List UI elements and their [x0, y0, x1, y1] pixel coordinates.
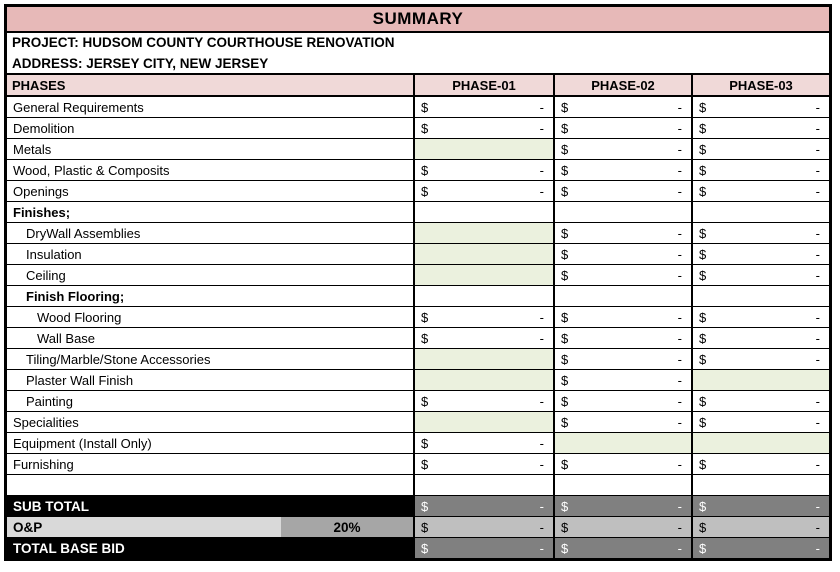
- phase-2-amount-cell[interactable]: [553, 244, 691, 264]
- currency-symbol: $: [561, 225, 569, 241]
- amount-value: -: [539, 456, 544, 472]
- currency-symbol: $: [421, 393, 429, 409]
- currency-symbol: $: [421, 330, 429, 346]
- phase-3-amount-cell[interactable]: [691, 244, 829, 264]
- amount-value: -: [677, 183, 682, 199]
- amount-value: -: [815, 183, 820, 199]
- currency-symbol: $: [561, 183, 569, 199]
- row-label-cell[interactable]: Finishes;: [13, 204, 71, 220]
- row-label-cell[interactable]: Ceiling: [26, 267, 66, 283]
- amount-value: -: [815, 246, 820, 262]
- amount-value: -: [677, 372, 682, 388]
- amount-value: -: [539, 498, 544, 514]
- amount-value: -: [815, 309, 820, 325]
- phase-1-amount-cell[interactable]: [413, 286, 553, 306]
- currency-symbol: $: [561, 162, 569, 178]
- currency-symbol: $: [699, 141, 707, 157]
- amount-value: -: [677, 351, 682, 367]
- phase-2-amount-cell[interactable]: [553, 433, 691, 453]
- amount-value: -: [677, 414, 682, 430]
- amount-value: -: [539, 120, 544, 136]
- phase-3-amount-cell[interactable]: [691, 223, 829, 243]
- table-row: [7, 118, 829, 139]
- phase-2-amount-cell[interactable]: [553, 286, 691, 306]
- phase-3-amount-cell[interactable]: [691, 475, 829, 495]
- currency-symbol: $: [421, 309, 429, 325]
- row-label-cell[interactable]: [7, 475, 413, 495]
- table-row: [7, 223, 829, 244]
- currency-symbol: $: [561, 414, 569, 430]
- row-label-cell[interactable]: Insulation: [26, 246, 82, 262]
- table-row: [7, 286, 829, 307]
- amount-value: -: [539, 330, 544, 346]
- phase-1-amount-cell[interactable]: [413, 496, 553, 516]
- phase-1-amount-cell[interactable]: [413, 538, 553, 558]
- currency-symbol: $: [699, 309, 707, 325]
- currency-symbol: $: [561, 246, 569, 262]
- amount-value: -: [815, 330, 820, 346]
- table-row: [7, 370, 829, 391]
- table-row: [7, 328, 829, 349]
- currency-symbol: $: [421, 99, 429, 115]
- phase-3-amount-cell[interactable]: [691, 433, 829, 453]
- phase-1-amount-cell[interactable]: [413, 370, 553, 390]
- total-base-bid-row: [7, 538, 829, 558]
- phase-1-amount-cell[interactable]: [413, 307, 553, 327]
- amount-value: -: [677, 225, 682, 241]
- phase-3-amount-cell[interactable]: [691, 328, 829, 348]
- amount-value: -: [815, 99, 820, 115]
- amount-value: -: [815, 456, 820, 472]
- phases-column-header[interactable]: PHASES: [12, 77, 66, 93]
- currency-symbol: $: [561, 498, 569, 514]
- amount-value: -: [539, 393, 544, 409]
- phase-3-amount-cell[interactable]: [691, 265, 829, 285]
- phase-1-amount-cell[interactable]: [413, 97, 553, 117]
- currency-symbol: $: [561, 120, 569, 136]
- currency-symbol: $: [699, 162, 707, 178]
- table-row: [7, 475, 829, 496]
- phase-2-amount-cell[interactable]: [553, 517, 691, 537]
- phase-1-amount-cell[interactable]: [413, 433, 553, 453]
- phase-1-amount-cell[interactable]: [413, 139, 553, 159]
- phase-2-amount-cell[interactable]: [553, 370, 691, 390]
- table-row: [7, 265, 829, 286]
- amount-value: -: [539, 309, 544, 325]
- phase-2-amount-cell[interactable]: [553, 412, 691, 432]
- currency-symbol: $: [699, 267, 707, 283]
- op-label: O&P: [7, 517, 281, 537]
- row-label-cell[interactable]: DryWall Assemblies: [26, 225, 141, 241]
- phase-3-amount-cell[interactable]: [691, 118, 829, 138]
- row-label-cell[interactable]: Openings: [13, 183, 69, 199]
- summary-sheet: [4, 4, 832, 561]
- row-label-cell[interactable]: Equipment (Install Only): [13, 435, 152, 451]
- phase-1-amount-cell[interactable]: [413, 160, 553, 180]
- currency-symbol: $: [561, 141, 569, 157]
- op-row: [7, 517, 829, 538]
- row-label-cell[interactable]: Demolition: [13, 120, 75, 136]
- currency-symbol: $: [561, 519, 569, 535]
- amount-value: -: [539, 183, 544, 199]
- row-label-cell[interactable]: Metals: [13, 141, 52, 157]
- row-label-cell[interactable]: Wood Flooring: [37, 309, 122, 325]
- phase-2-amount-cell[interactable]: [553, 349, 691, 369]
- phase-1-amount-cell[interactable]: [413, 223, 553, 243]
- phase-3-amount-cell[interactable]: [691, 370, 829, 390]
- phase-3-amount-cell[interactable]: [691, 97, 829, 117]
- phase-2-amount-cell[interactable]: [553, 496, 691, 516]
- project-info-block: [7, 33, 829, 75]
- amount-value: -: [815, 351, 820, 367]
- amount-value: -: [677, 246, 682, 262]
- currency-symbol: $: [421, 519, 429, 535]
- amount-value: -: [677, 267, 682, 283]
- phase-2-amount-cell[interactable]: [553, 118, 691, 138]
- currency-symbol: $: [699, 99, 707, 115]
- currency-symbol: $: [699, 183, 707, 199]
- amount-value: -: [539, 435, 544, 451]
- amount-value: -: [677, 162, 682, 178]
- table-row: [7, 433, 829, 454]
- subtotal-label: SUB TOTAL: [7, 496, 413, 516]
- total-base-bid-label: TOTAL BASE BID: [7, 538, 413, 558]
- phase-3-amount-cell[interactable]: [691, 202, 829, 222]
- sheet-title: SUMMARY: [7, 7, 829, 33]
- currency-symbol: $: [561, 330, 569, 346]
- phase-3-amount-cell[interactable]: [691, 286, 829, 306]
- currency-symbol: $: [699, 498, 707, 514]
- amount-value: -: [815, 225, 820, 241]
- amount-value: -: [815, 141, 820, 157]
- phase-2-amount-cell[interactable]: [553, 391, 691, 411]
- table-body: [7, 97, 829, 496]
- phase-2-amount-cell[interactable]: [553, 223, 691, 243]
- amount-value: -: [677, 540, 682, 556]
- phase-1-amount-cell[interactable]: [413, 412, 553, 432]
- phase-3-amount-cell[interactable]: [691, 412, 829, 432]
- phase-2-amount-cell[interactable]: [553, 307, 691, 327]
- phase-2-amount-cell[interactable]: [553, 538, 691, 558]
- currency-symbol: $: [421, 120, 429, 136]
- phase-2-amount-cell[interactable]: [553, 160, 691, 180]
- currency-symbol: $: [699, 246, 707, 262]
- amount-value: -: [539, 162, 544, 178]
- phase-3-amount-cell[interactable]: [691, 517, 829, 537]
- row-label-cell[interactable]: Painting: [26, 393, 73, 409]
- row-label-cell[interactable]: Wood, Plastic & Composits: [13, 162, 170, 178]
- amount-value: -: [815, 519, 820, 535]
- phase-1-amount-cell[interactable]: [413, 391, 553, 411]
- phase-2-amount-cell[interactable]: [553, 181, 691, 201]
- currency-symbol: $: [699, 414, 707, 430]
- phase-1-amount-cell[interactable]: [413, 244, 553, 264]
- subtotal-row: [7, 496, 829, 517]
- phase-3-amount-cell[interactable]: [691, 454, 829, 474]
- phase-3-amount-cell[interactable]: [691, 538, 829, 558]
- currency-symbol: $: [561, 99, 569, 115]
- phase-03-column-header[interactable]: PHASE-03: [691, 75, 829, 95]
- currency-symbol: $: [699, 351, 707, 367]
- table-row: [7, 97, 829, 118]
- row-label-cell[interactable]: Wall Base: [37, 330, 96, 346]
- phase-3-amount-cell[interactable]: [691, 391, 829, 411]
- amount-value: -: [677, 456, 682, 472]
- table-row: [7, 412, 829, 433]
- row-label-cell[interactable]: Plaster Wall Finish: [26, 372, 134, 388]
- phase-2-amount-cell[interactable]: [553, 454, 691, 474]
- address-line: ADDRESS: JERSEY CITY, NEW JERSEY: [12, 56, 269, 71]
- phase-2-amount-cell[interactable]: [553, 328, 691, 348]
- table-row: [7, 139, 829, 160]
- phase-1-amount-cell[interactable]: [413, 517, 553, 537]
- amount-value: -: [815, 498, 820, 514]
- amount-value: -: [539, 519, 544, 535]
- amount-value: -: [539, 540, 544, 556]
- currency-symbol: $: [421, 435, 429, 451]
- phase-1-amount-cell[interactable]: [413, 328, 553, 348]
- table-row: [7, 244, 829, 265]
- amount-value: -: [815, 393, 820, 409]
- table-row: [7, 307, 829, 328]
- phase-3-amount-cell[interactable]: [691, 181, 829, 201]
- phase-1-amount-cell[interactable]: [413, 265, 553, 285]
- table-row: [7, 181, 829, 202]
- currency-symbol: $: [421, 456, 429, 472]
- amount-value: -: [677, 99, 682, 115]
- currency-symbol: $: [561, 393, 569, 409]
- amount-value: -: [677, 519, 682, 535]
- phase-1-amount-cell[interactable]: [413, 349, 553, 369]
- amount-value: -: [677, 141, 682, 157]
- amount-value: -: [677, 330, 682, 346]
- currency-symbol: $: [699, 225, 707, 241]
- phase-1-amount-cell[interactable]: [413, 202, 553, 222]
- phase-3-amount-cell[interactable]: [691, 139, 829, 159]
- currency-symbol: $: [699, 456, 707, 472]
- row-label-cell[interactable]: General Requirements: [13, 99, 144, 115]
- phase-1-amount-cell[interactable]: [413, 118, 553, 138]
- currency-symbol: $: [699, 393, 707, 409]
- project-line: PROJECT: HUDSOM COUNTY COURTHOUSE RENOVATION: [12, 35, 395, 50]
- phase-3-amount-cell[interactable]: [691, 496, 829, 516]
- phase-01-column-header[interactable]: PHASE-01: [413, 75, 553, 95]
- currency-symbol: $: [561, 309, 569, 325]
- phase-3-amount-cell[interactable]: [691, 160, 829, 180]
- currency-symbol: $: [699, 540, 707, 556]
- phase-2-amount-cell[interactable]: [553, 139, 691, 159]
- phase-3-amount-cell[interactable]: [691, 349, 829, 369]
- row-label-cell[interactable]: Furnishing: [13, 456, 74, 472]
- phase-1-amount-cell[interactable]: [413, 475, 553, 495]
- amount-value: -: [677, 309, 682, 325]
- table-row: [7, 454, 829, 475]
- currency-symbol: $: [421, 540, 429, 556]
- amount-value: -: [815, 162, 820, 178]
- op-percentage-cell[interactable]: 20%: [281, 517, 413, 537]
- currency-symbol: $: [561, 372, 569, 388]
- amount-value: -: [677, 120, 682, 136]
- amount-value: -: [539, 99, 544, 115]
- row-label-cell[interactable]: Specialities: [13, 414, 79, 430]
- currency-symbol: $: [699, 330, 707, 346]
- currency-symbol: $: [699, 120, 707, 136]
- amount-value: -: [815, 540, 820, 556]
- currency-symbol: $: [561, 267, 569, 283]
- table-header-row: [7, 75, 829, 97]
- phase-02-column-header[interactable]: PHASE-02: [553, 75, 691, 95]
- currency-symbol: $: [421, 162, 429, 178]
- row-label-cell[interactable]: Tiling/Marble/Stone Accessories: [26, 351, 211, 367]
- row-label-cell[interactable]: Finish Flooring;: [26, 288, 125, 304]
- phase-1-amount-cell[interactable]: [413, 181, 553, 201]
- phase-2-amount-cell[interactable]: [553, 97, 691, 117]
- phase-2-amount-cell[interactable]: [553, 265, 691, 285]
- amount-value: -: [815, 267, 820, 283]
- table-row: [7, 349, 829, 370]
- amount-value: -: [677, 498, 682, 514]
- table-row: [7, 202, 829, 223]
- amount-value: -: [677, 393, 682, 409]
- amount-value: -: [815, 120, 820, 136]
- phase-2-amount-cell[interactable]: [553, 202, 691, 222]
- phase-1-amount-cell[interactable]: [413, 454, 553, 474]
- table-row: [7, 160, 829, 181]
- currency-symbol: $: [699, 519, 707, 535]
- table-row: [7, 391, 829, 412]
- currency-symbol: $: [421, 183, 429, 199]
- amount-value: -: [815, 414, 820, 430]
- currency-symbol: $: [561, 351, 569, 367]
- op-label-area: [7, 517, 413, 537]
- currency-symbol: $: [421, 498, 429, 514]
- currency-symbol: $: [561, 456, 569, 472]
- currency-symbol: $: [561, 540, 569, 556]
- phase-2-amount-cell[interactable]: [553, 475, 691, 495]
- phase-3-amount-cell[interactable]: [691, 307, 829, 327]
